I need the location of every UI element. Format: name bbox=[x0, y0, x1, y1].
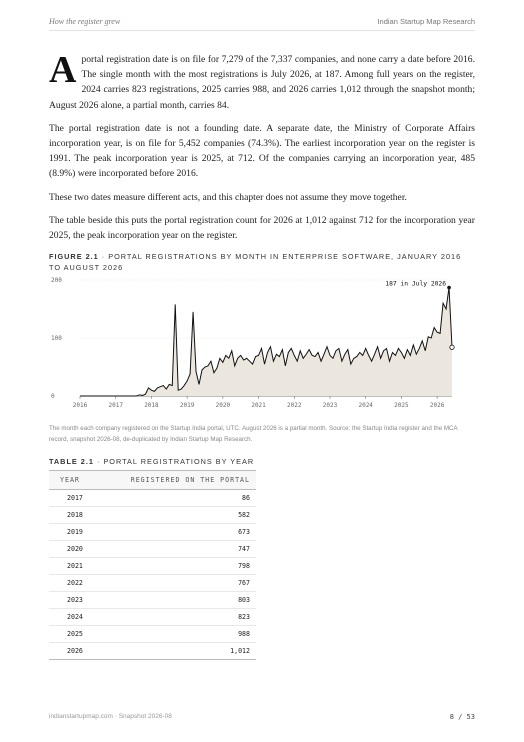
paragraph-2: The portal registration date is not a founding date. A separate date, the Ministry of Corporate Affairs incorporation year, is on file for 5,452 companies (74.3%). The earliest incorporation year on the register is 1991. The peak incorporation year is 2025, at 712. Of the companies carrying an incorporation year, 485 (8.9%) were incorporated before 2016. bbox=[49, 122, 475, 180]
y-tick-label: 100 bbox=[51, 335, 62, 342]
figure-caption: The month each company registered on the Startup India portal, UTC. August 2026 is a partial month. Source: the Startup India register and the MCA record, snapshot 2026-08, de-duplicated by Indian Startup Map Research. bbox=[49, 425, 458, 443]
count-cell: 1,012 bbox=[90, 643, 256, 660]
x-tick-label: 2023 bbox=[322, 402, 338, 409]
header-rule bbox=[49, 30, 475, 31]
year-cell: 2020 bbox=[49, 541, 90, 558]
table-row bbox=[49, 643, 256, 660]
running-head bbox=[49, 17, 475, 26]
paragraph-3: These two dates measure different acts, and this chapter does not assume they move together. bbox=[49, 191, 407, 203]
table-row bbox=[49, 575, 256, 592]
year-cell: 2025 bbox=[49, 626, 90, 643]
publication-title: Indian Startup Map Research bbox=[377, 17, 475, 26]
table-row bbox=[49, 490, 256, 507]
x-axis-labels bbox=[73, 402, 445, 409]
x-tick-label: 2024 bbox=[358, 402, 373, 409]
peak-marker bbox=[447, 286, 451, 290]
count-cell: 767 bbox=[90, 575, 256, 592]
year-cell: 2023 bbox=[49, 592, 90, 609]
body-text bbox=[49, 49, 475, 273]
latest-marker bbox=[450, 345, 454, 349]
x-tick-label: 2018 bbox=[144, 402, 159, 409]
table-title: · PORTAL REGISTRATIONS BY YEAR bbox=[93, 457, 255, 466]
table-number: TABLE 2.1 bbox=[49, 457, 94, 466]
figure-number: FIGURE 2.1 bbox=[49, 252, 99, 262]
chart-area bbox=[80, 288, 452, 396]
count-cell: 823 bbox=[90, 609, 256, 626]
peak-annotation: 187 in July 2026 bbox=[385, 280, 447, 288]
year-cell: 2019 bbox=[49, 524, 90, 541]
y-tick-label: 200 bbox=[51, 277, 62, 284]
count-cell: 747 bbox=[90, 541, 256, 558]
x-tick-label: 2020 bbox=[215, 402, 231, 409]
x-tick-label: 2017 bbox=[108, 402, 123, 409]
figure-title: · PORTAL REGISTRATIONS BY MONTH IN ENTERPRISE SOFTWARE, JANUARY 2016 TO AUGUST 2026 bbox=[49, 252, 462, 273]
x-tick-label: 2021 bbox=[251, 402, 266, 409]
count-cell: 582 bbox=[90, 507, 256, 524]
paragraph-1-text: portal registration date is on file for 7,279 of the 7,337 companies, and none carry a date before 2016. The single month with the most registrations is July 2026, at 187. Among full years on the register, 2024 carries 823 registrations, 2025 carries 988, and 2026 carries 1,012 through the snapshot month; August 2026 alone, a partial month, carries 84. bbox=[49, 54, 475, 111]
count-cell: 86 bbox=[90, 490, 256, 507]
table-row bbox=[49, 541, 256, 558]
x-tick-label: 2025 bbox=[394, 402, 409, 409]
column-header-registered: REGISTERED ON THE PORTAL bbox=[90, 471, 256, 490]
count-cell: 803 bbox=[90, 592, 256, 609]
paragraph-4: The table beside this puts the portal registration count for 2026 at 1,012 against 712 for the incorporation year 2025, the peak incorporation year on the register. bbox=[49, 214, 475, 242]
count-cell: 673 bbox=[90, 524, 256, 541]
x-tick-label: 2022 bbox=[287, 402, 302, 409]
registrations-table bbox=[49, 470, 256, 660]
count-cell: 798 bbox=[90, 558, 256, 575]
year-cell: 2021 bbox=[49, 558, 90, 575]
x-tick-label: 2016 bbox=[72, 402, 88, 409]
year-cell: 2026 bbox=[49, 643, 90, 660]
x-tick-label: 2026 bbox=[429, 402, 445, 409]
page-number: 8 / 53 bbox=[449, 713, 475, 721]
table-header-row bbox=[49, 471, 256, 490]
year-cell: 2022 bbox=[49, 575, 90, 592]
year-cell: 2018 bbox=[49, 507, 90, 524]
year-cell: 2017 bbox=[49, 490, 90, 507]
table-row bbox=[49, 592, 256, 609]
table-row bbox=[49, 609, 256, 626]
registrations-chart bbox=[49, 268, 475, 418]
table-label bbox=[49, 457, 254, 466]
y-axis-labels bbox=[51, 277, 62, 400]
count-cell: 988 bbox=[90, 626, 256, 643]
paragraph-1 bbox=[49, 49, 475, 113]
x-tick-label: 2019 bbox=[179, 402, 195, 409]
table-row bbox=[49, 524, 256, 541]
year-cell: 2024 bbox=[49, 609, 90, 626]
page-footer bbox=[49, 713, 475, 721]
table-row bbox=[49, 507, 256, 524]
y-tick-label: 0 bbox=[51, 393, 55, 400]
table-row bbox=[49, 626, 256, 643]
column-header-year: YEAR bbox=[49, 471, 90, 490]
footer-source: indianstartupmap.com · Snapshot 2026-08 bbox=[49, 713, 172, 720]
chapter-title: How the register grew bbox=[49, 17, 121, 26]
table-row bbox=[49, 558, 256, 575]
drop-cap: A bbox=[49, 49, 77, 91]
